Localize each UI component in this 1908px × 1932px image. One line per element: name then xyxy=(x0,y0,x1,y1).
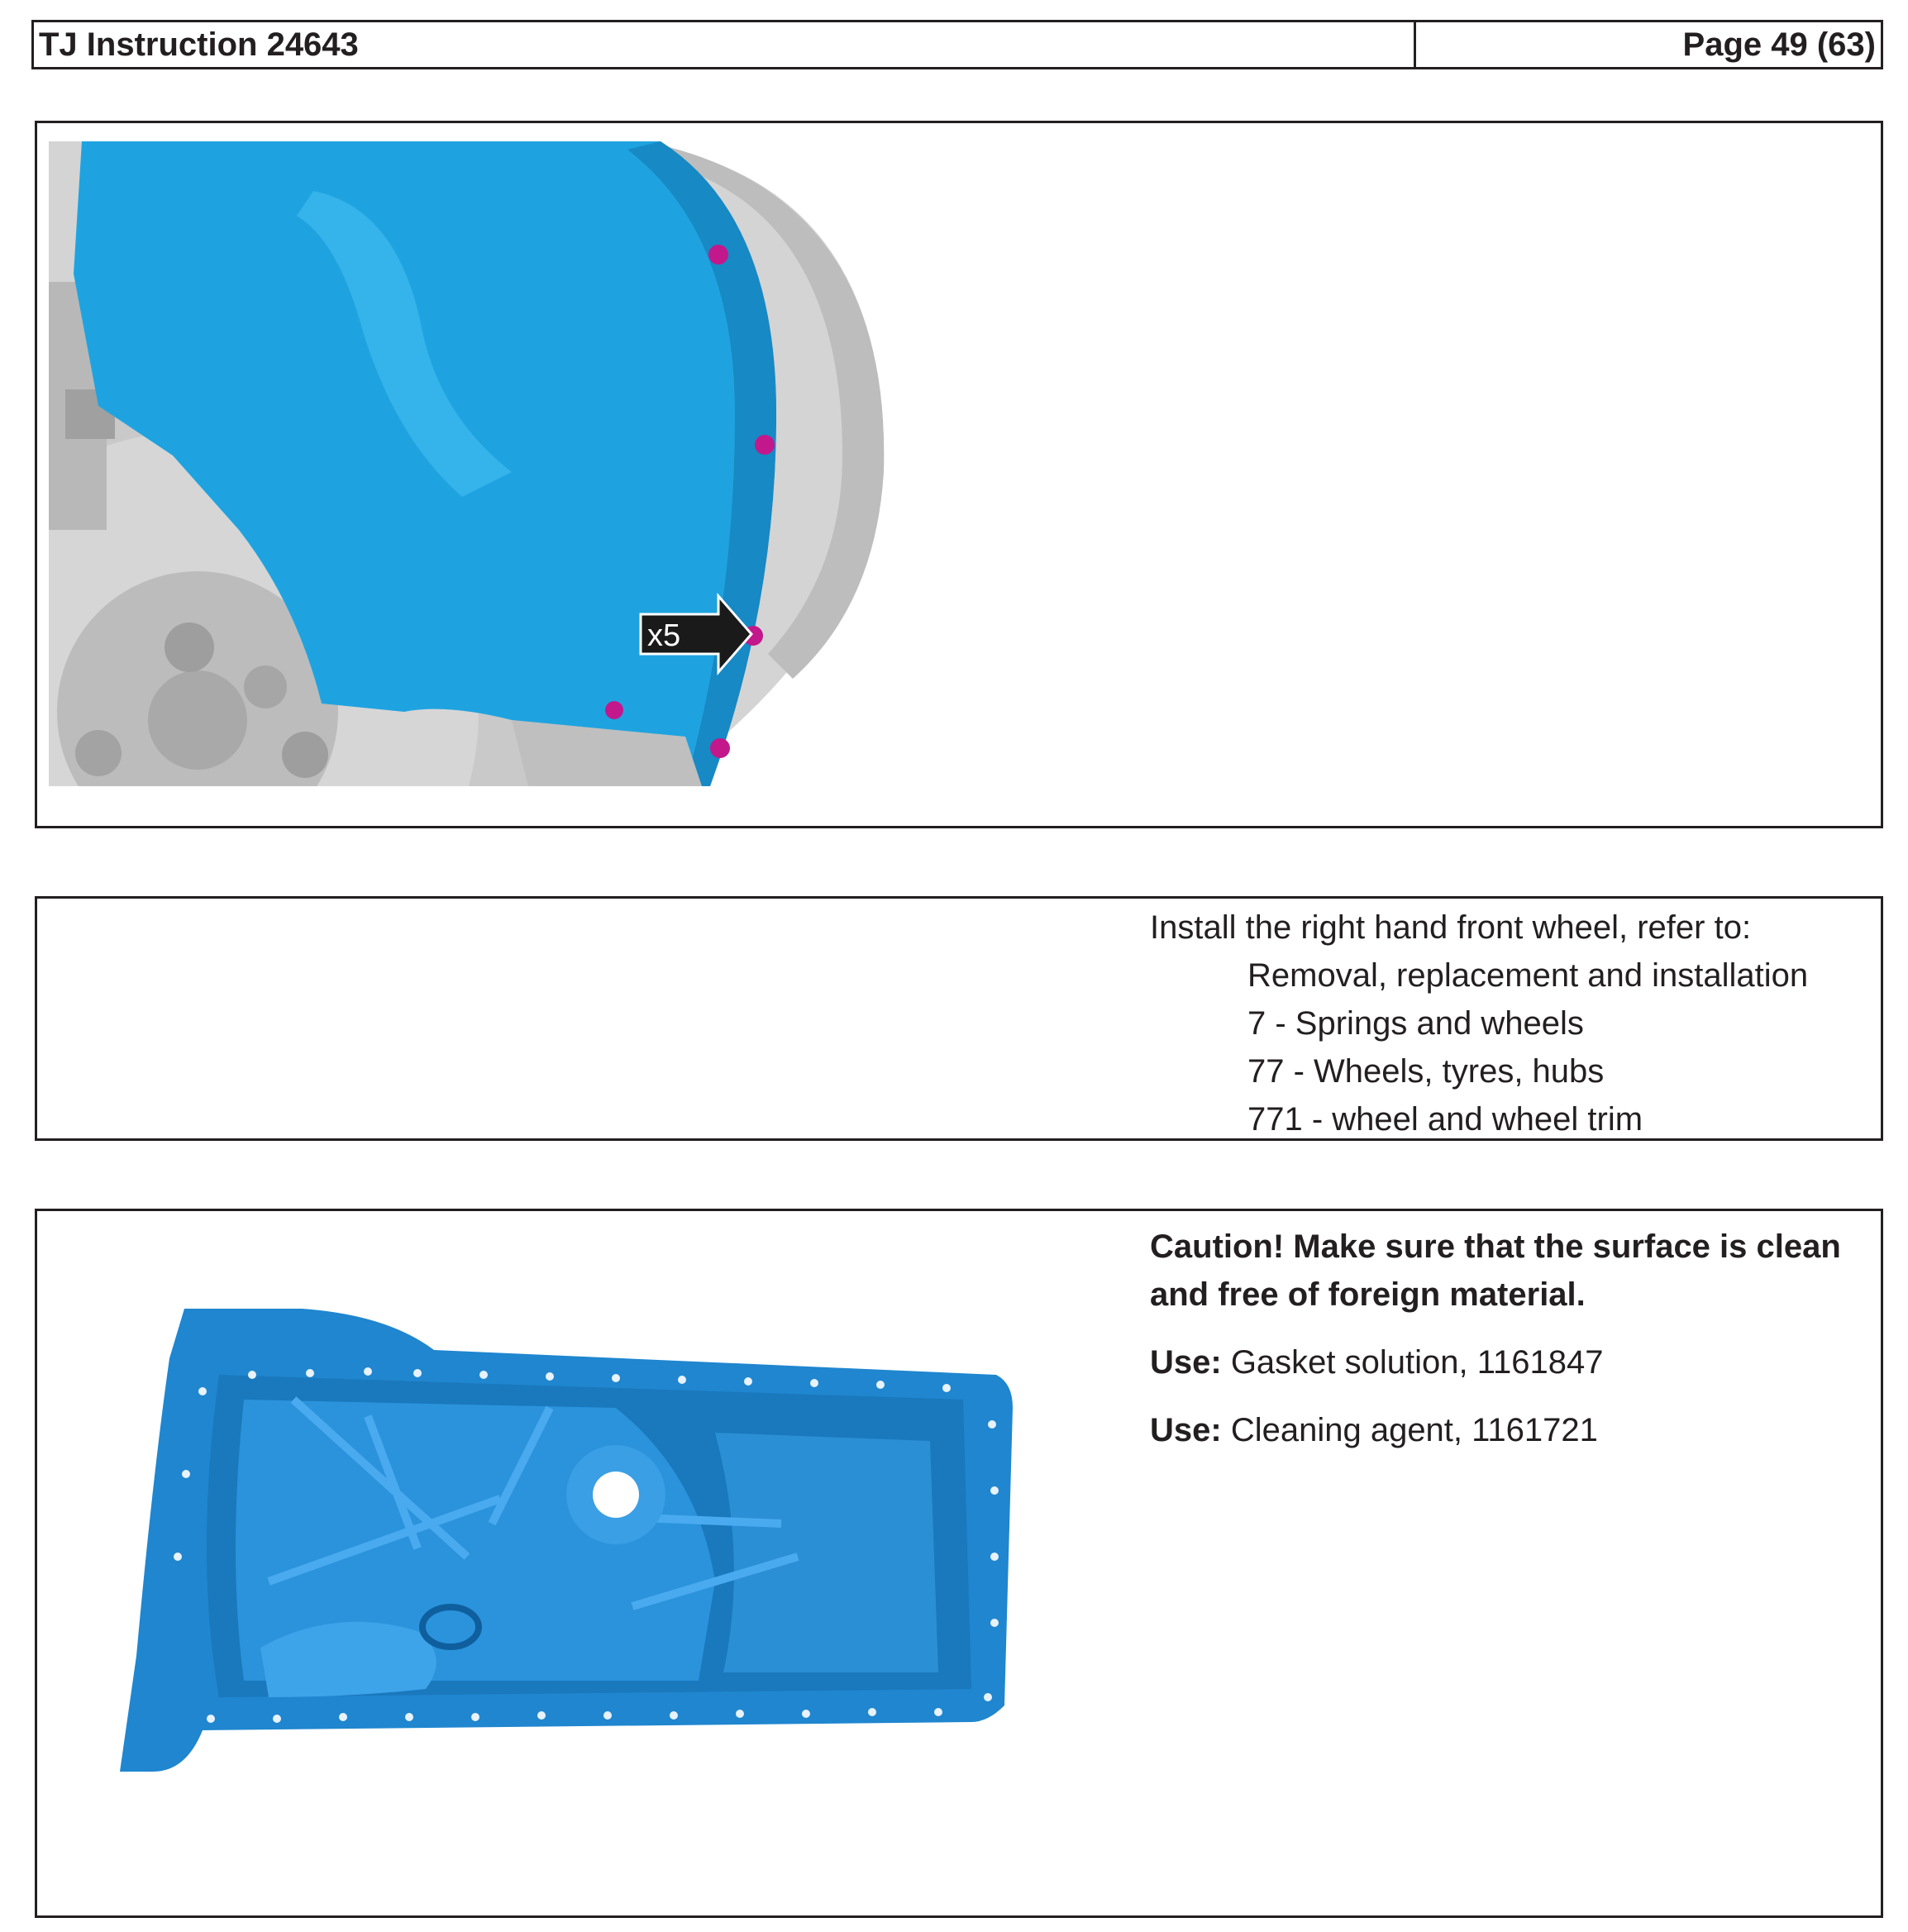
reference-line: 7 - Springs and wheels xyxy=(1247,1005,1584,1042)
use-value: Cleaning agent, 1161721 xyxy=(1221,1412,1598,1448)
step-panel-install-wheel xyxy=(35,896,1883,1141)
use-label: Use: xyxy=(1150,1412,1222,1448)
reference-line: Removal, replacement and installation xyxy=(1247,957,1809,994)
fastener-count-callout: x5 xyxy=(647,618,681,653)
install-intro: Install the right hand front wheel, refer to: xyxy=(1150,909,1752,946)
install-wheel-instructions xyxy=(1150,904,1808,1143)
reference-line: 77 - Wheels, tyres, hubs xyxy=(1247,1053,1605,1090)
use-value: Gasket solution, 1161847 xyxy=(1221,1344,1604,1381)
reference-line: 771 - wheel and wheel trim xyxy=(1247,1101,1643,1138)
use-label: Use: xyxy=(1150,1344,1222,1381)
document-title: TJ Instruction 24643 xyxy=(34,22,1416,67)
wheel-arch-liner-illustration xyxy=(49,141,915,786)
oil-pan-illustration xyxy=(120,1309,1013,1788)
caution-note: Caution! Make sure that the surface is clean and free of foreign material. xyxy=(1150,1228,1841,1313)
step-panel-wheel-liner xyxy=(35,121,1883,828)
use-gasket-solution xyxy=(1150,1338,1877,1386)
page-header xyxy=(31,20,1883,69)
page-number: Page 49 (63) xyxy=(1682,26,1876,63)
step-panel-oil-pan xyxy=(35,1209,1883,1918)
cleaning-instructions xyxy=(1150,1223,1877,1474)
use-cleaning-agent xyxy=(1150,1406,1877,1454)
